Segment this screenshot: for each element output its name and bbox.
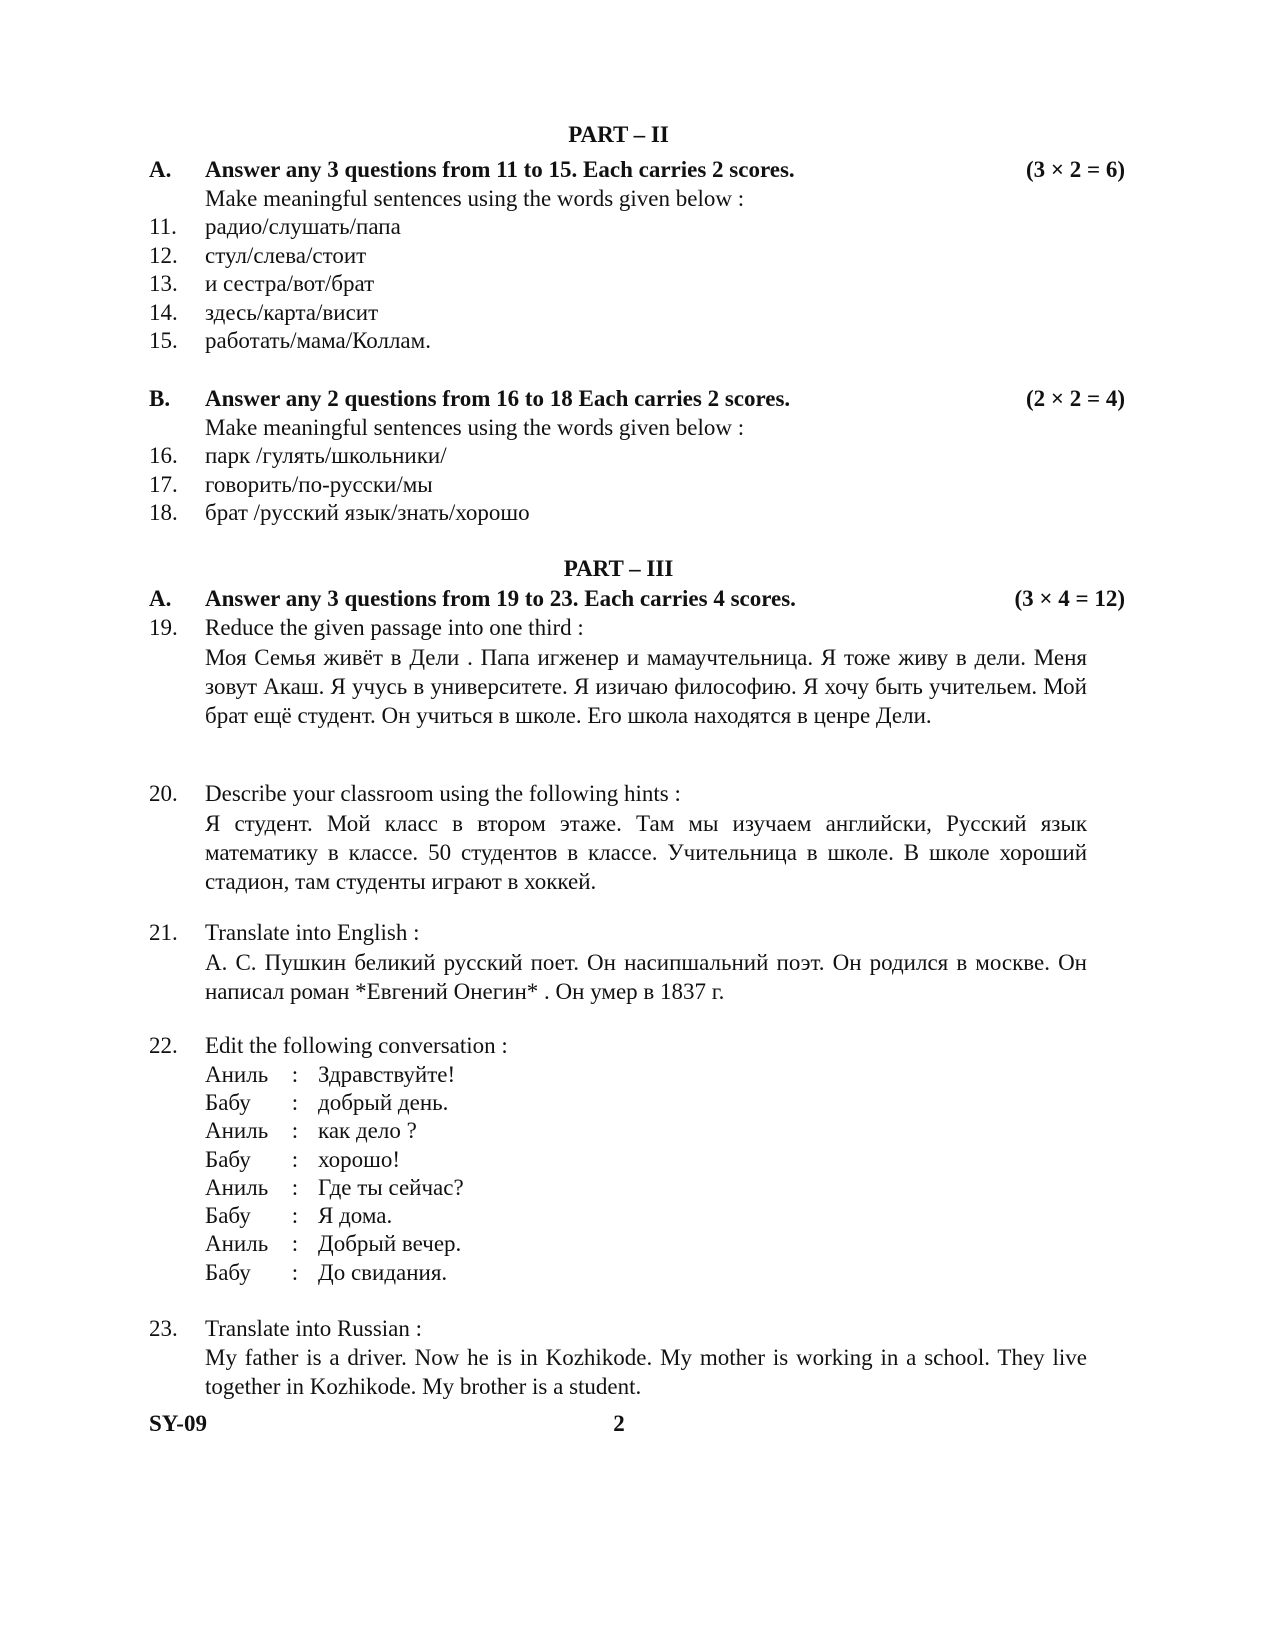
part2-sectionB-label: B. — [149, 386, 171, 411]
part2-sectionB-sub: Make meaningful sentences using the words given below : — [205, 415, 745, 440]
question-text: парк /гулять/школьники/ — [205, 443, 447, 468]
question-text: работать/мама/Коллам. — [205, 328, 431, 353]
page-number: 2 — [613, 1411, 625, 1436]
question-prompt: Describe your classroom using the following hints : — [205, 781, 681, 806]
dialogue-speaker: Бабу — [205, 1203, 251, 1228]
part2-sectionB-score: (2 × 2 = 4) — [1025, 386, 1125, 411]
question-number: 18. — [149, 500, 178, 525]
part2-sectionA-score: (3 × 2 = 6) — [1025, 157, 1125, 182]
question-text: здесь/карта/висит — [205, 300, 379, 325]
part3-title: PART – III — [563, 556, 674, 581]
dialogue-speaker: Бабу — [205, 1147, 251, 1172]
dialogue-line: Добрый вечер. — [318, 1231, 462, 1256]
question-text: стул/слева/стоит — [205, 243, 367, 268]
question-text: говорить/по-русски/мы — [205, 472, 433, 497]
question-number: 19. — [149, 615, 178, 640]
dialogue-speaker: Бабу — [205, 1260, 251, 1285]
dialogue-colon: : — [291, 1118, 299, 1143]
question-number: 13. — [149, 271, 178, 296]
dialogue-speaker: Аниль — [205, 1118, 269, 1143]
part2-sectionA-sub: Make meaningful sentences using the words given below : — [205, 186, 745, 211]
part3-sectionA-score: (3 × 4 = 12) — [1014, 586, 1125, 611]
question-passage: Моя Семья живёт в Дели . Папа игженер и мамаучтельница. Я тоже живу в дели. Меня зовут Акаш. Я учусь в университете. Я изичаю философию. Я хочу быть учительем. Мой брат ещё студент. Он учиться в школе. Его школа находятся в ценре Дели. — [205, 645, 1087, 728]
question-passage: А. С. Пушкин беликий русский поет. Он нacипшальний поэт. Он родился в москве. Он написал роман *Евгений Онегин* . Он умер в 1837 г. — [205, 950, 1087, 1004]
question-prompt: Translate into Russian : — [205, 1316, 423, 1341]
question-number: 14. — [149, 300, 178, 325]
dialogue-line: До свидания. — [318, 1260, 448, 1285]
dialogue-line: Я дома. — [318, 1203, 393, 1228]
dialogue-colon: : — [291, 1147, 299, 1172]
question-text: и сестра/вот/брат — [205, 271, 375, 296]
question-text: радио/слушать/папа — [205, 214, 401, 239]
part3-sectionA-instruction: Answer any 3 questions from 19 to 23. Each carries 4 scores. — [205, 586, 796, 611]
question-number: 21. — [149, 920, 178, 945]
part2-sectionA-instruction: Answer any 3 questions from 11 to 15. Each carries 2 scores. — [205, 157, 795, 182]
dialogue-speaker: Аниль — [205, 1231, 269, 1256]
question-number: 12. — [149, 243, 178, 268]
question-prompt: Translate into English : — [205, 920, 420, 945]
question-number: 23. — [149, 1316, 178, 1341]
part2-title: PART – II — [568, 122, 669, 147]
part2-sectionA-label: A. — [149, 157, 172, 182]
dialogue-colon: : — [291, 1203, 299, 1228]
question-passage: My father is a driver. Now he is in Kozhikode. My mother is working in a school. They live together in Kozhikode. My brother is a student. — [205, 1345, 1087, 1399]
dialogue-line: хорошо! — [318, 1147, 400, 1172]
question-number: 11. — [149, 214, 177, 239]
dialogue-speaker: Аниль — [205, 1062, 269, 1087]
dialogue-colon: : — [291, 1260, 299, 1285]
dialogue-speaker: Бабу — [205, 1090, 251, 1115]
dialogue-line: Где ты сейчас? — [318, 1175, 464, 1200]
question-number: 20. — [149, 781, 178, 806]
question-number: 22. — [149, 1033, 178, 1058]
question-number: 15. — [149, 328, 178, 353]
paper-code: SY-09 — [149, 1411, 207, 1436]
part3-sectionA-label: A. — [149, 586, 172, 611]
question-prompt: Reduce the given passage into one third : — [205, 615, 584, 640]
part2-sectionB-instruction: Answer any 2 questions from 16 to 18 Each carries 2 scores. — [205, 386, 791, 411]
question-prompt: Edit the following conversation : — [205, 1033, 508, 1058]
question-text: брат /русский язык/знать/хорошо — [205, 500, 530, 525]
dialogue-line: как дело ? — [318, 1118, 417, 1143]
dialogue-line: Здравствуйте! — [318, 1062, 456, 1087]
dialogue-colon: : — [291, 1175, 299, 1200]
dialogue-colon: : — [291, 1062, 299, 1087]
dialogue-colon: : — [291, 1090, 299, 1115]
question-number: 17. — [149, 472, 178, 497]
dialogue-colon: : — [291, 1231, 299, 1256]
dialogue-line: добрый день. — [318, 1090, 449, 1115]
question-passage: Я студент. Мой класс в втором этаже. Там мы изучаем английски, Русский язык математику в классе. 50 студентов в классе. Учительница в школе. В школе хороший стадион, там студенты играют в хоккей. — [205, 811, 1087, 894]
question-number: 16. — [149, 443, 178, 468]
dialogue-speaker: Аниль — [205, 1175, 269, 1200]
